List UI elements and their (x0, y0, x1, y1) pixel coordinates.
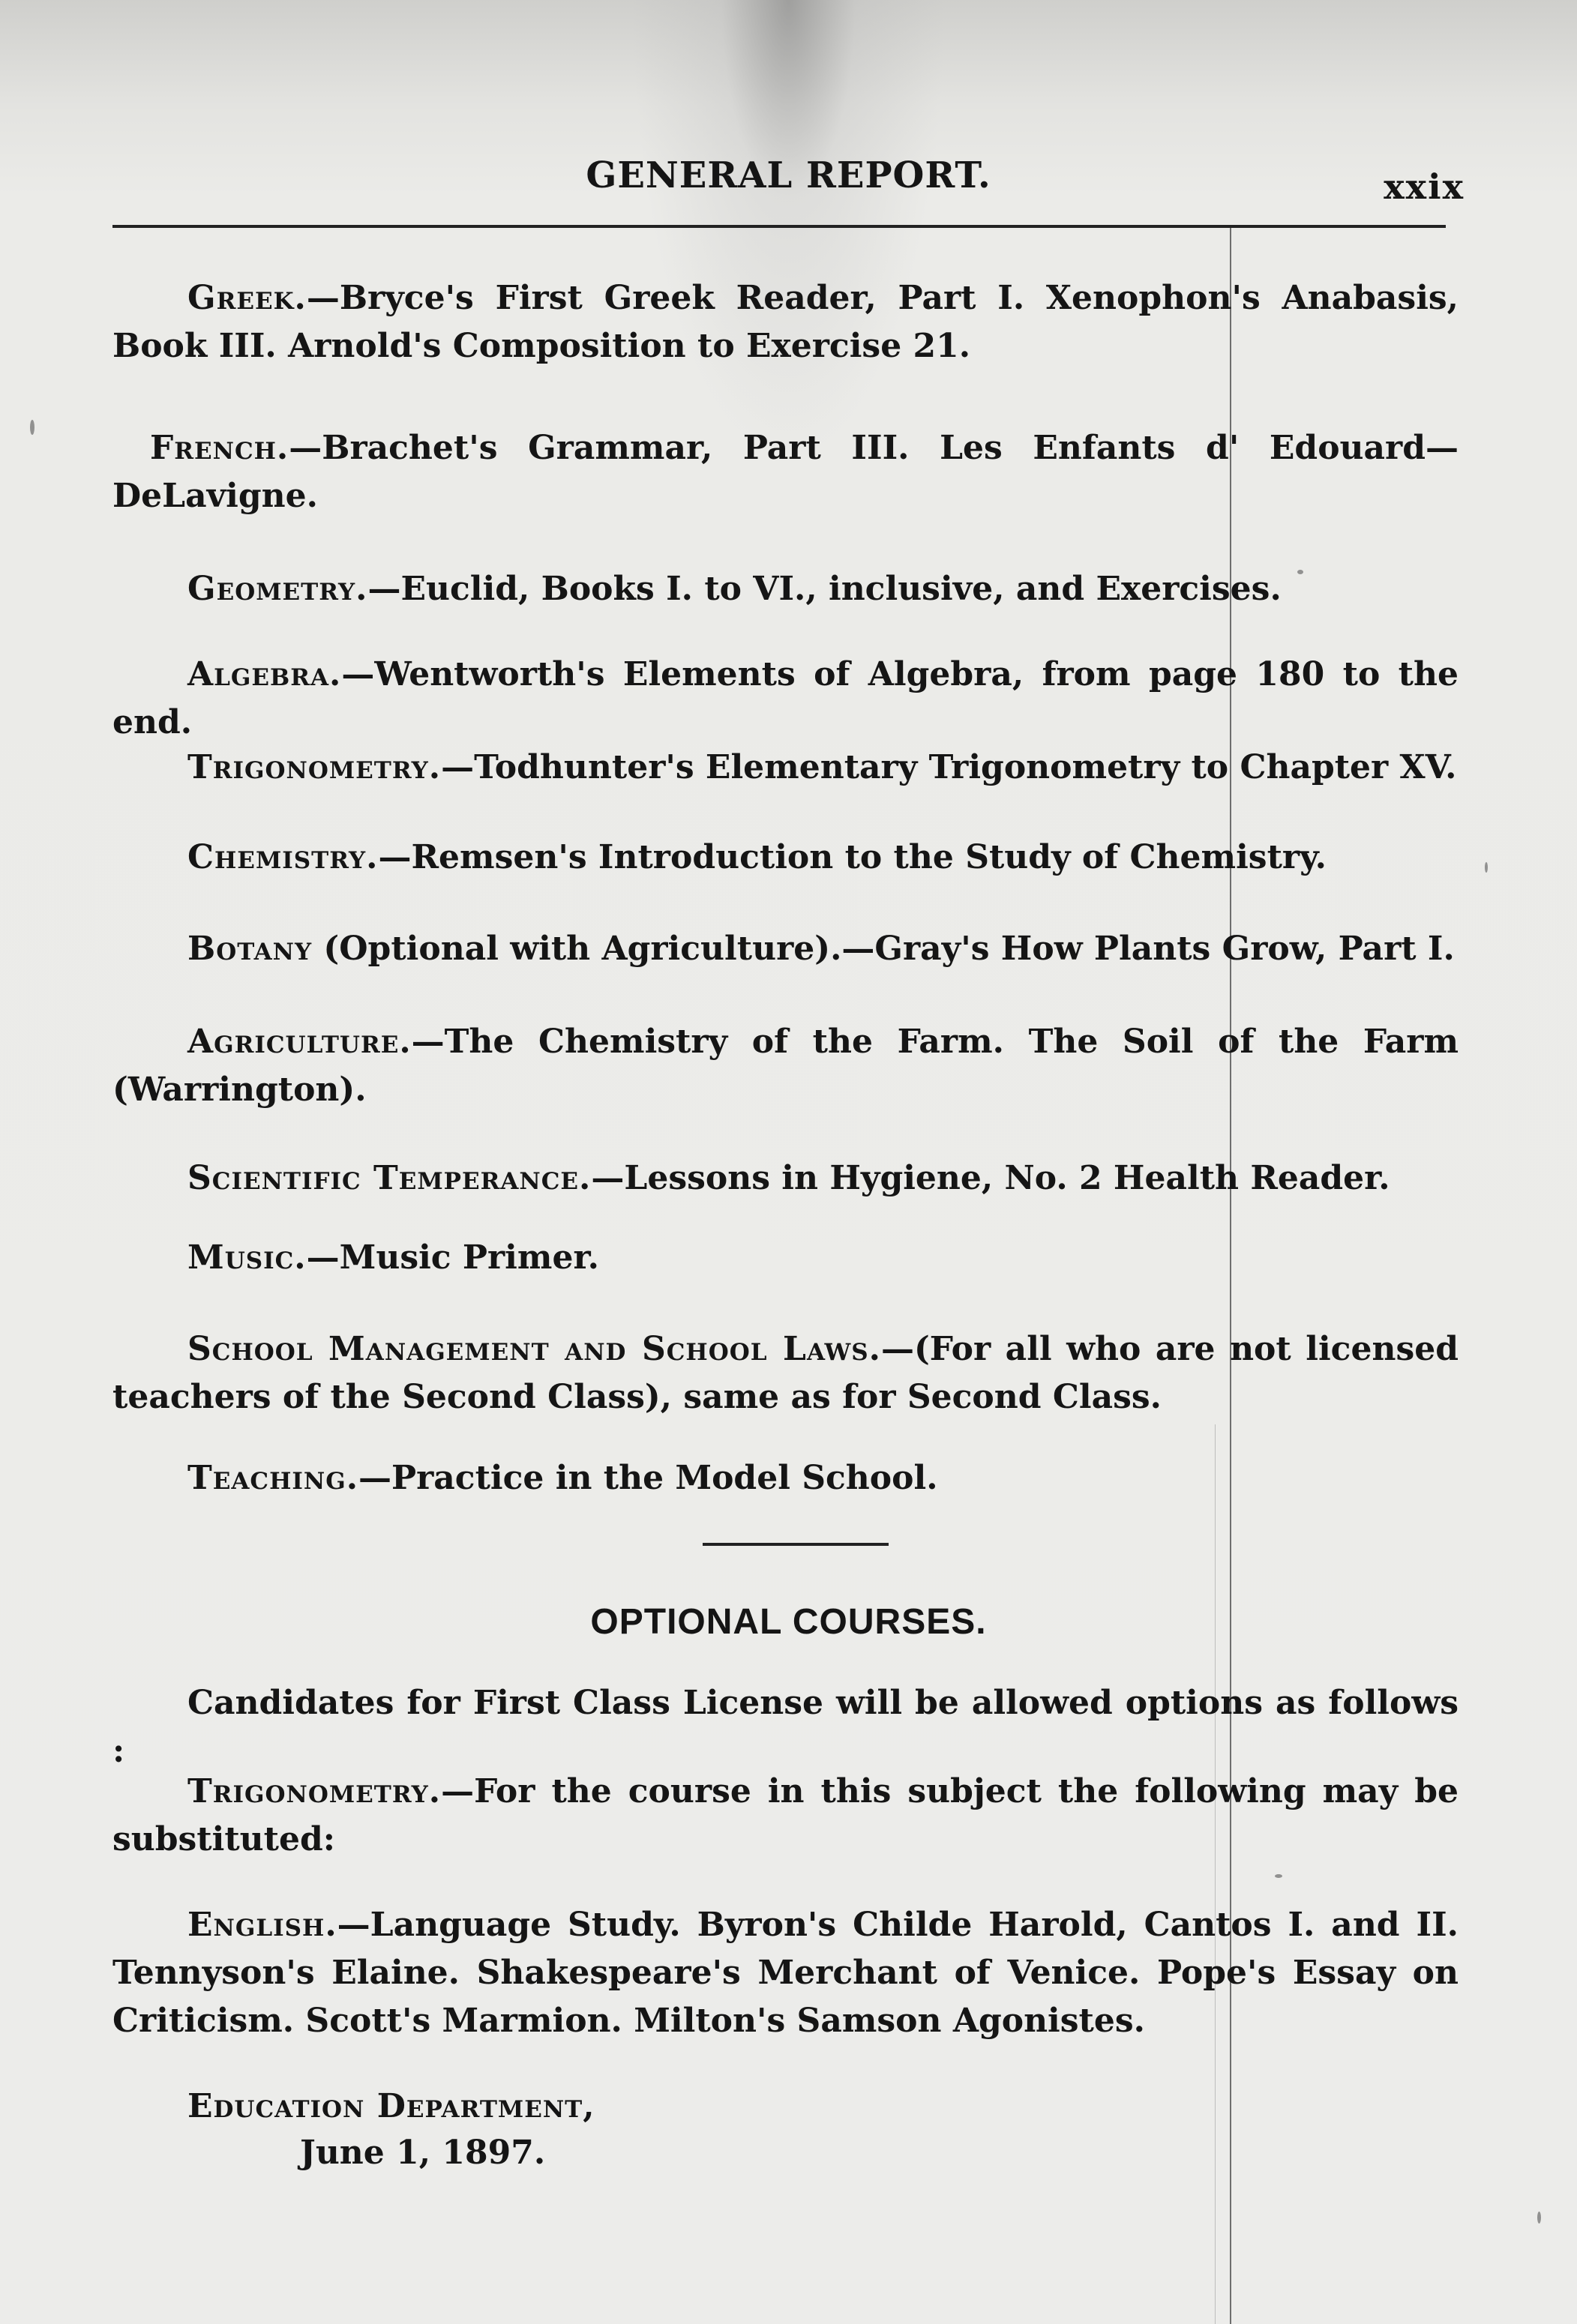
optional-courses-heading: OPTIONAL COURSES. (590, 1602, 987, 1642)
subject-name: English. (187, 1906, 337, 1944)
subject-algebra (112, 651, 1459, 747)
subject-text: —Euclid, Books I. to VI., inclusive, and Exercises. (367, 570, 1282, 608)
gutter-shadow-line (1215, 1424, 1216, 2324)
subject-name: Teaching. (187, 1459, 359, 1497)
subject-text: —Remsen's Introduction to the Study of Chemistry. (378, 838, 1327, 876)
scan-speck (1537, 2212, 1541, 2224)
subject-text: —Language Study. Byron's Childe Harold, Cantos I. and II. Tennyson's Elaine. Shakespeare's Merchant of Venice. Pope's Essay on Criticism. Scott's Marmion. Milton's Samson Agonistes. (112, 1906, 1459, 2040)
running-header-title: GENERAL REPORT. (586, 154, 991, 196)
subject-music (112, 1234, 1459, 1282)
subject-name: Geometry. (187, 570, 368, 608)
subject-text: —Practice in the Model School. (358, 1459, 938, 1497)
subject-name: Greek. (187, 279, 307, 317)
header-rule (112, 225, 1446, 228)
scan-speck (1275, 1874, 1282, 1878)
subject-geometry (112, 565, 1459, 613)
subject-name: Trigonometry. (187, 748, 442, 786)
subject-text: —Music Primer. (306, 1238, 599, 1277)
scan-speck (30, 420, 34, 435)
subject-scientific-temperance (112, 1155, 1459, 1202)
subject-text: —For the course in this subject the following may be substituted: (112, 1772, 1459, 1858)
section-divider (703, 1543, 889, 1546)
subject-text: —Bryce's First Greek Reader, Part I. Xenophon's Anabasis, Book III. Arnold's Composition to Exercise 21. (112, 279, 1459, 365)
subject-text: (Optional with Agriculture).—Gray's How Plants Grow, Part I. (312, 930, 1455, 968)
subject-text: —Brachet's Grammar, Part III. Les Enfants d' Edouard—DeLavigne. (112, 429, 1459, 515)
scan-speck (1485, 862, 1488, 873)
subject-name: School Management and School Laws. (187, 1330, 881, 1368)
subject-school-management (112, 1325, 1459, 1421)
subject-agriculture (112, 1018, 1459, 1114)
subject-teaching (112, 1454, 1459, 1502)
subject-text: —Wentworth's Elements of Algebra, from page 180 to the end. (112, 655, 1459, 741)
subject-greek (112, 274, 1459, 370)
subject-text: —Todhunter's Elementary Trigonometry to Chapter XV. (441, 748, 1457, 786)
subject-text: —Lessons in Hygiene, No. 2 Health Reader. (591, 1159, 1390, 1197)
subject-french (112, 424, 1459, 520)
subject-name: Botany (187, 930, 313, 968)
subject-name: French. (150, 429, 289, 467)
subject-trigonometry (112, 744, 1459, 792)
scan-speck (1297, 570, 1303, 574)
optional-intro: Candidates for First Class License will be allowed options as follows : (112, 1684, 1459, 1770)
signature-department: Education Department, (187, 2087, 595, 2125)
subject-text: —(For all who are not licensed teachers of the Second Class), same as for Second Class. (112, 1330, 1459, 1416)
optional-trigonometry (112, 1768, 1459, 1864)
signature-date: June 1, 1897. (300, 2134, 546, 2172)
subject-name: Algebra. (187, 655, 342, 693)
subject-chemistry (112, 834, 1459, 882)
subject-name: Music. (187, 1238, 307, 1277)
subject-name: Agriculture. (187, 1023, 412, 1061)
subject-text: —The Chemistry of the Farm. The Soil of the Farm (Warrington). (112, 1023, 1459, 1109)
subject-botany (112, 925, 1459, 973)
optional-english (112, 1901, 1459, 2045)
subject-name: Chemistry. (187, 838, 379, 876)
page-number: xxix (1384, 166, 1465, 207)
subject-name: Scientific Temperance. (187, 1159, 592, 1197)
subject-name: Trigonometry. (187, 1772, 442, 1810)
